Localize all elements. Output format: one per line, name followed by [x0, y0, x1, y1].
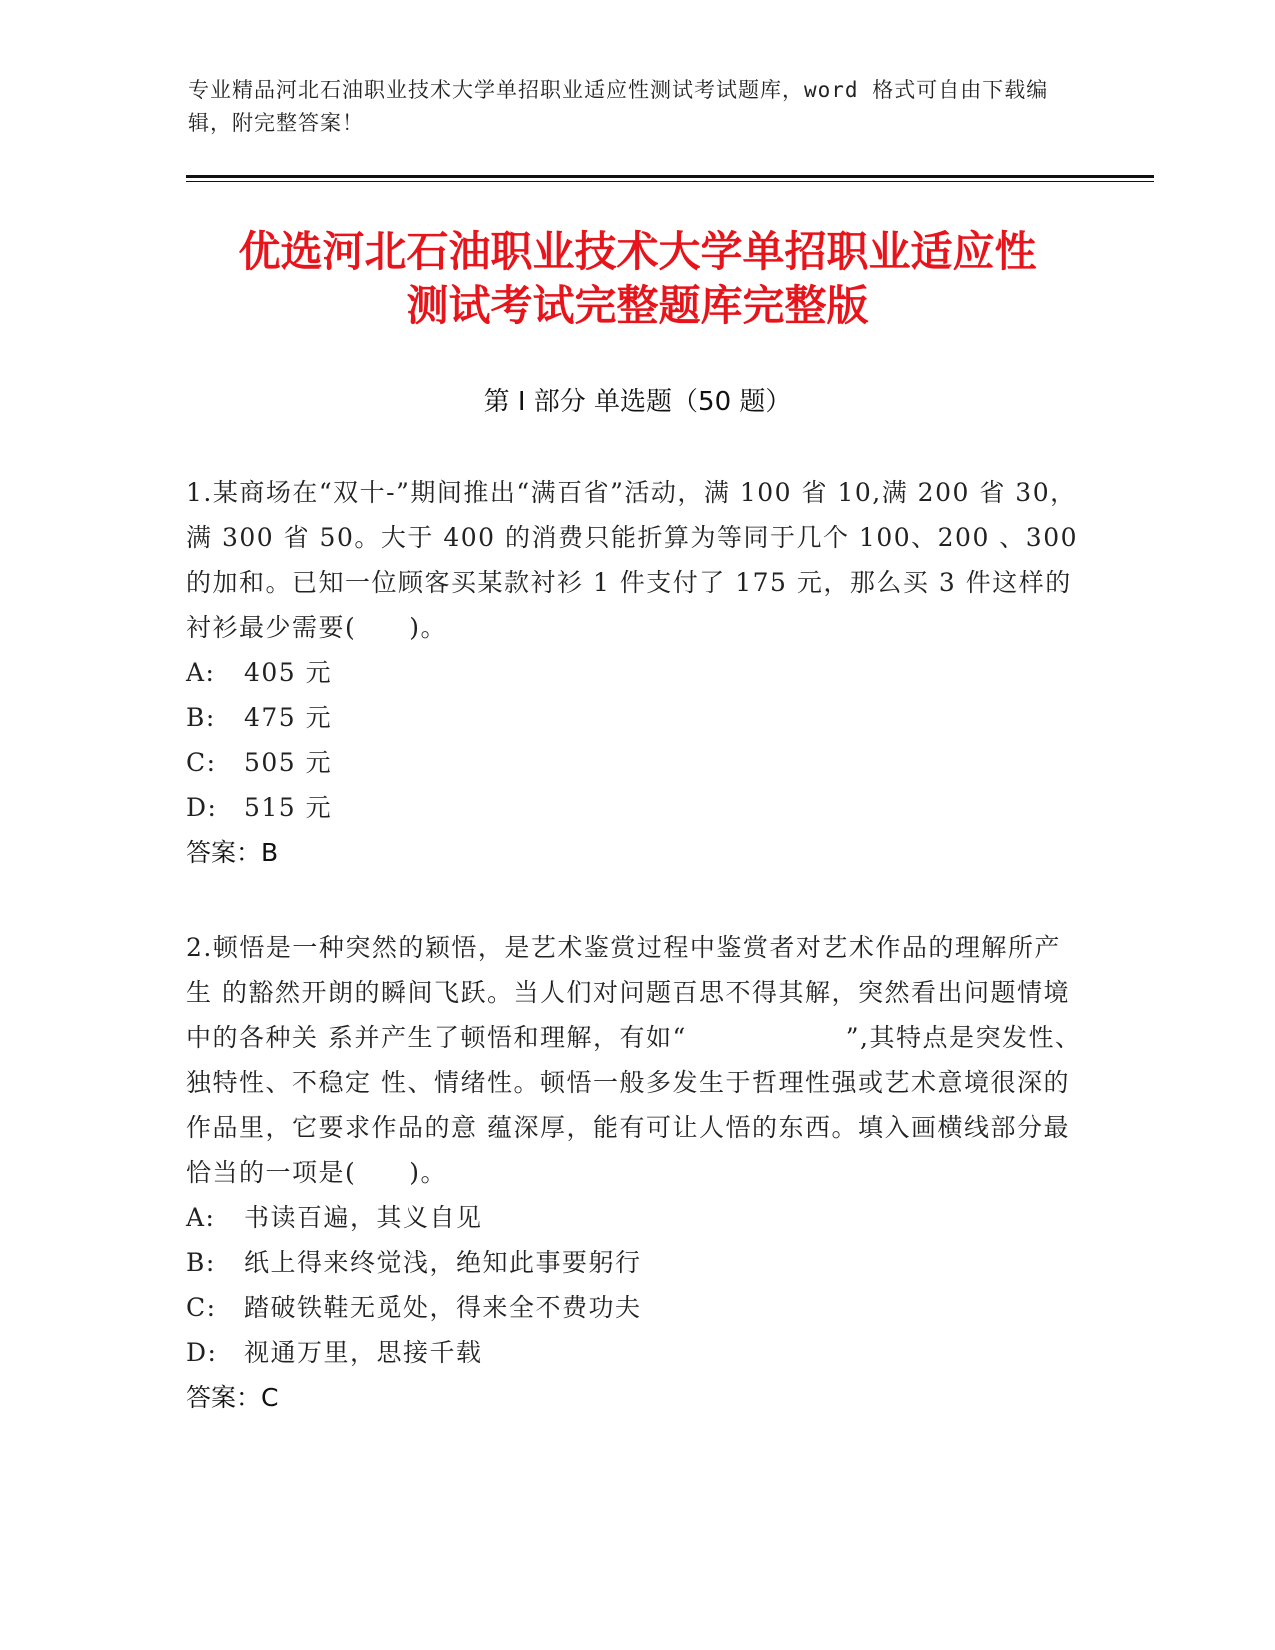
option-letter: C:: [186, 748, 217, 777]
option-letter: C:: [186, 1293, 217, 1322]
option-a: [186, 650, 1086, 695]
option-d: [186, 1330, 1086, 1375]
header-rule-thin: [186, 181, 1154, 182]
header-note: 专业精品河北石油职业技术大学单招职业适应性测试考试题库，word 格式可自由下载编辑，附完整答案！: [188, 78, 1049, 135]
option-letter: B:: [186, 703, 216, 732]
option-text: 515 元: [244, 793, 333, 822]
option-letter: B:: [186, 1248, 216, 1277]
option-text: 书读百遍，其义自见: [244, 1203, 483, 1232]
option-d: [186, 785, 1086, 830]
option-c: [186, 740, 1086, 785]
title-line-1: 优选河北石油职业技术大学单招职业适应性: [238, 227, 1037, 276]
option-letter: A:: [186, 1203, 216, 1232]
question-text: 2.顿悟是一种突然的颖悟，是艺术鉴赏过程中鉴赏者对艺术作品的理解所产生 的豁然开朗的瞬间飞跃。当人们对问题百思不得其解，突然看出问题情境中的各种关 系并产生了顿悟和理解，有如“ ”,其特点是突发性、独特性、不稳定 性、情绪性。顿悟一般多发生于哲理性强或艺术意境很深的作品里，它要求作品的意 蕴深厚，能有可让人悟的东西。填入画横线部分最恰当的一项是( )。: [186, 933, 1082, 1187]
option-text: 踏破铁鞋无觅处，得来全不费功夫: [244, 1293, 642, 1322]
document-title: [150, 225, 1125, 333]
section-heading: 第 I 部分 单选题（50 题）: [483, 387, 792, 417]
option-c: [186, 1285, 1086, 1330]
option-b: [186, 1240, 1086, 1285]
option-text: 纸上得来终觉浅，绝知此事要躬行: [244, 1248, 642, 1277]
answer-label: 答案：B: [186, 838, 279, 867]
option-letter: D:: [186, 1338, 218, 1367]
option-letter: A:: [186, 658, 216, 687]
option-b: [186, 695, 1086, 740]
question-block: [186, 470, 1086, 875]
option-a: [186, 1195, 1086, 1240]
question-block: [186, 925, 1086, 1420]
title-line-2: 测试考试完整题库完整版: [406, 281, 869, 330]
header-rule-thick: [186, 175, 1154, 178]
question-text: 1.某商场在“双十-”期间推出“满百省”活动，满 100 省 10,满 200 省 30，满 300 省 50。大于 400 的消费只能折算为等同于几个 100、200 、300 的加和。已知一位顾客买某款衬衫 1 件支付了 175 元，那么买 3 件这样的衬衫最少需要( )。: [186, 478, 1079, 642]
option-text: 视通万里，思接千载: [244, 1338, 483, 1367]
option-letter: D:: [186, 793, 218, 822]
option-text: 475 元: [244, 703, 333, 732]
option-text: 405 元: [244, 658, 333, 687]
answer-label: 答案：C: [186, 1383, 279, 1412]
option-text: 505 元: [244, 748, 333, 777]
